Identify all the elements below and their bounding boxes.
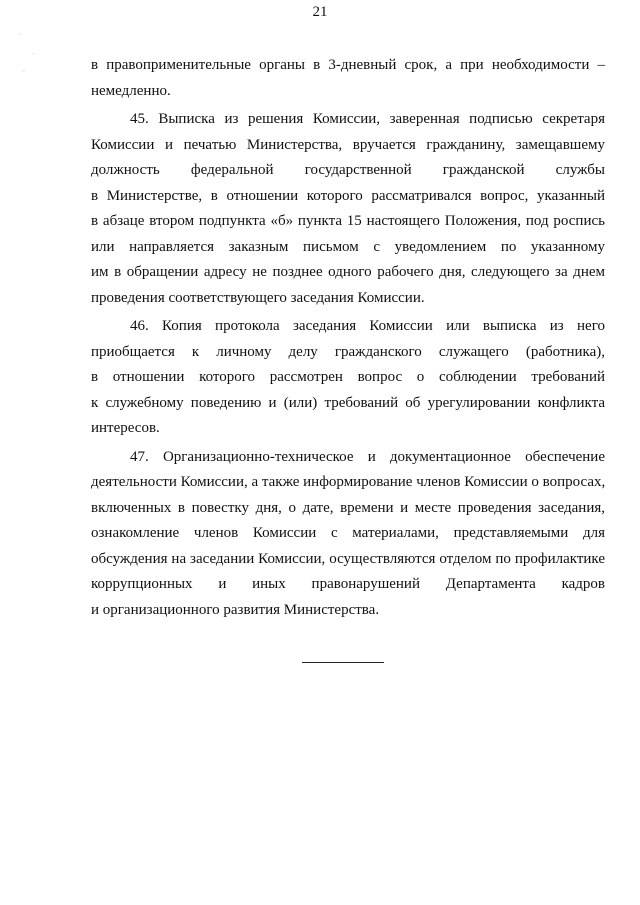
text-line: интересов. xyxy=(91,420,160,436)
text-line: к служебному поведению и (или) требований об урегулировании конфликта xyxy=(91,394,605,411)
text-line: в правоприменительные органы в 3-дневный срок, а при необходимости – xyxy=(91,57,605,73)
page-number: 21 xyxy=(312,4,328,20)
text-line: в Министерстве, в отношении которого рассматривался вопрос, указанный xyxy=(91,187,605,204)
text-line: в абзаце втором подпункта «б» пункта 15 настоящего Положения, под роспись xyxy=(91,213,605,229)
scan-artifact: · xyxy=(32,50,35,60)
text-line: деятельности Комиссии, а также информирование членов Комиссии о вопросах, xyxy=(91,474,606,490)
paragraph-47 xyxy=(91,445,605,624)
text-line: немедленно. xyxy=(91,82,171,99)
scan-artifact: · xyxy=(18,30,21,40)
text-line: и организационного развития Министерства. xyxy=(91,601,380,618)
text-line: включенных в повестку дня, о дате, времени и месте проведения заседания, xyxy=(91,499,605,516)
text-line: коррупционных и иных правонарушений Департамента кадров xyxy=(91,576,605,592)
text-line: ознакомление членов Комиссии с материалами, представляемыми для xyxy=(91,525,605,541)
end-of-document-rule xyxy=(302,662,384,663)
paragraph-45 xyxy=(91,107,605,311)
paragraph-continuation xyxy=(91,53,605,104)
scan-artifact: - xyxy=(22,66,26,76)
text-line: обсуждения на заседании Комиссии, осуществляются отделом по профилактике xyxy=(91,550,605,567)
text-line: Комиссии и печатью Министерства, вручается гражданину, замещавшему xyxy=(91,136,605,153)
text-line: или направляется заказным письмом с уведомлением по указанному xyxy=(91,238,605,255)
text-line: им в обращении адресу не позднее одного рабочего дня, следующего за днем xyxy=(91,264,605,280)
paragraph-46 xyxy=(91,314,605,442)
text-line: 45. Выписка из решения Комиссии, заверенная подписью секретаря xyxy=(130,111,605,127)
document-body xyxy=(91,53,605,623)
text-line: должность федеральной государственной гражданской службы xyxy=(91,162,605,178)
text-line: 47. Организационно-техническое и документационное обеспечение xyxy=(130,448,605,465)
text-line: в отношении которого рассмотрен вопрос о соблюдении требований xyxy=(91,369,605,385)
text-line: проведения соответствующего заседания Комиссии. xyxy=(91,289,425,306)
text-line: 46. Копия протокола заседания Комиссии или выписка из него xyxy=(130,318,605,334)
text-line: приобщается к личному делу гражданского служащего (работника), xyxy=(91,343,605,360)
